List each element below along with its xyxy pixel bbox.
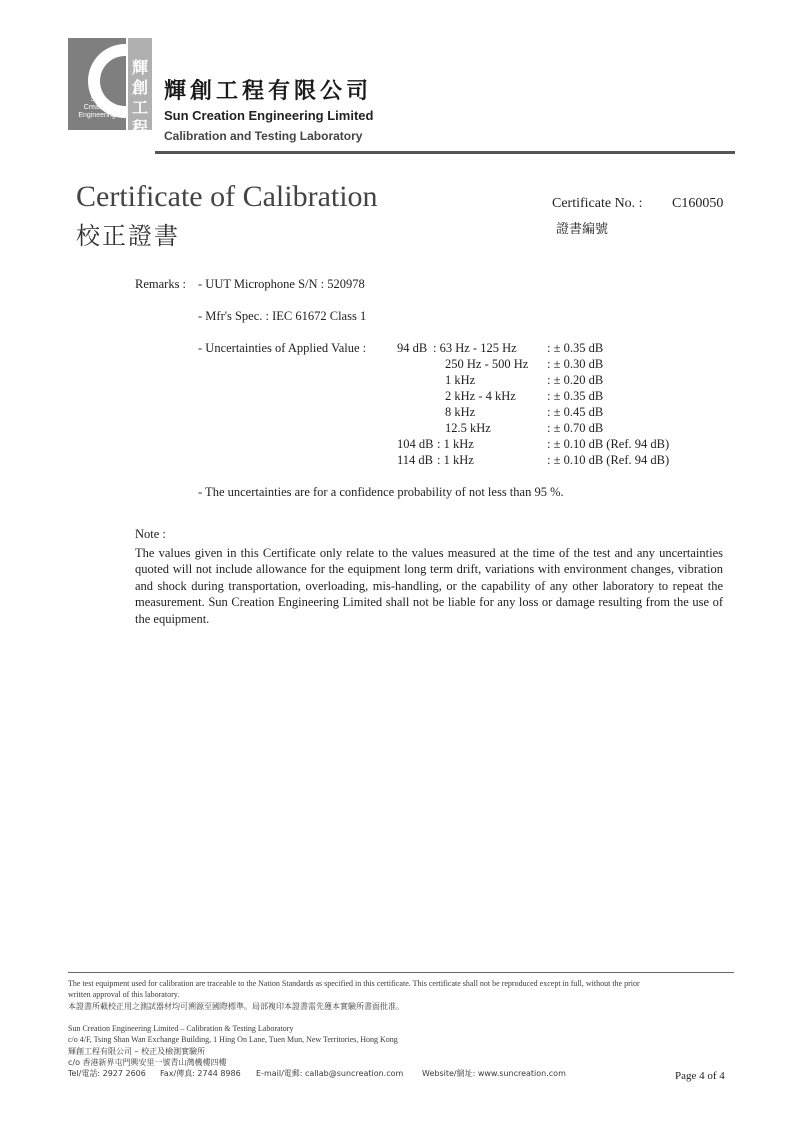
remark-spec: - Mfr's Spec. : IEC 61672 Class 1 (198, 309, 367, 323)
page-number: Page 4 of 4 (675, 1070, 725, 1082)
uncertainty-freq: 2 kHz - 4 kHz (445, 389, 516, 403)
remark-uncertainty-label: - Uncertainties of Applied Value : (198, 341, 367, 355)
uncertainty-value: : ± 0.45 dB (547, 405, 604, 419)
logo-char: 程 (131, 118, 148, 137)
logo-char: 工 (131, 98, 148, 117)
logo-char: 輝 (131, 58, 148, 77)
footer-fax: Fax/傳真: 2744 8986 (160, 1069, 241, 1078)
note-body: The values given in this Certificate only relate to the values measured at the time of the test and any uncertainties quoted will not include allowance for the equipment long term drift, variations with environment changes, vibration and shock during transportation, overloading, mis-handling, or the capability of any other laboratory to repeat the measurement. Sun Creation Engineering Limited shall not be liable for any loss or damage resulting from the use of the equipment. (135, 546, 723, 626)
remark-confidence: - The uncertainties are for a confidence probability of not less than 95 %. (198, 485, 564, 499)
certificate-number-label: Certificate No. : (552, 196, 643, 211)
certificate-title-cn: 校正證書 (76, 222, 180, 250)
footer-website: Website/網址: www.suncreation.com (422, 1069, 566, 1078)
uncertainty-value: : ± 0.20 dB (547, 373, 604, 387)
footer-address-line: Sun Creation Engineering Limited – Calibration & Testing Laboratory (68, 1024, 294, 1033)
logo-char: 創 (131, 78, 148, 97)
uncertainty-freq: : 63 Hz - 125 Hz (433, 341, 517, 355)
uncertainty-freq: 12.5 kHz (445, 421, 491, 435)
uncertainty-value: : ± 0.30 dB (547, 357, 604, 371)
header-divider (155, 151, 735, 154)
uncertainty-level: 94 dB (397, 341, 428, 355)
footer-address-line: c/o 4/F, Tsing Shan Wan Exchange Building, 1 Hing On Lane, Tuen Mun, New Territories, Hong Kong (68, 1035, 398, 1044)
certificate-number-label-cn: 證書編號 (556, 222, 609, 237)
footer-tel: Tel/電話: 2927 2606 (68, 1069, 146, 1078)
footer-email: E-mail/電郵: callab@suncreation.com (256, 1069, 404, 1078)
logo-text: Sun Creation Engineering (78, 96, 116, 119)
certificate-title: Certificate of Calibration (76, 180, 378, 213)
uncertainty-freq: 250 Hz - 500 Hz (445, 357, 529, 371)
uncertainty-value: : ± 0.35 dB (547, 341, 604, 355)
company-logo (68, 38, 126, 130)
note-title: Note : (135, 527, 166, 541)
uncertainty-level: 104 dB (397, 437, 434, 451)
footer-address-cn: 輝創工程有限公司 – 校正及檢測實驗所 (68, 1047, 206, 1056)
footer-traceability-cont: written approval of this laboratory. (68, 990, 180, 999)
uncertainty-value: : ± 0.10 dB (Ref. 94 dB) (547, 437, 670, 451)
uncertainty-level: 114 dB (397, 453, 433, 467)
company-name-en: Sun Creation Engineering Limited (164, 108, 374, 123)
footer-address-cn: c/o 香港新界屯門興安里一號青山灣機樓四樓 (68, 1058, 227, 1067)
certificate-number: C160050 (672, 196, 724, 211)
footer-traceability: The test equipment used for calibration are traceable to the Nation Standards as specified in this certificate. This certificate shall not be reproduced except in full, without the prior (68, 979, 640, 988)
uncertainty-value: : ± 0.35 dB (547, 389, 604, 403)
logo-vertical-strip (128, 38, 152, 137)
remarks-label: Remarks : (135, 277, 187, 291)
company-name-cn: 輝創工程有限公司 (164, 79, 373, 104)
remark-uut: - UUT Microphone S/N : 520978 (198, 277, 365, 291)
footer-divider (68, 972, 734, 973)
uncertainty-value: : ± 0.70 dB (547, 421, 604, 435)
uncertainty-freq: 8 kHz (445, 405, 476, 419)
uncertainty-freq: : 1 kHz (437, 437, 474, 451)
uncertainty-freq: : 1 kHz (437, 453, 474, 467)
lab-name: Calibration and Testing Laboratory (164, 129, 363, 143)
footer-traceability-cn: 本證書所載校正用之測試器材均可溯源至國際標準。局部複印本證書需先獲本實驗所書面批准。 (68, 1002, 404, 1011)
uncertainty-value: : ± 0.10 dB (Ref. 94 dB) (547, 453, 670, 467)
uncertainty-freq: 1 kHz (445, 373, 476, 387)
